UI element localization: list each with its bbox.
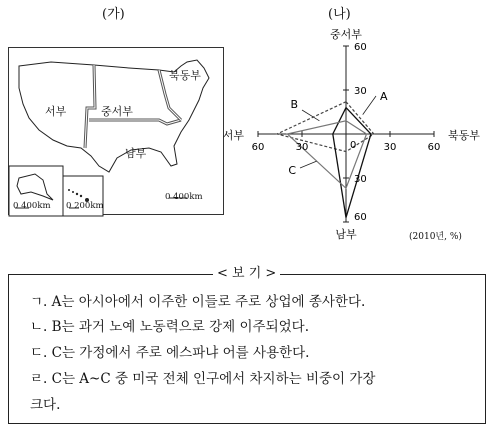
statement-3: ㄷ. C는 가정에서 주로 에스파냐 어를 사용한다.: [30, 345, 310, 361]
series-c-label: C: [288, 164, 296, 177]
tick-label-left-30: 30: [295, 142, 309, 153]
scale-label-main: 0 400km: [165, 192, 203, 202]
axis-label-south: 남부: [335, 228, 357, 241]
panel-label-na: (나): [328, 7, 351, 22]
series-a-leader: [363, 96, 376, 115]
tick-label-center: 0: [350, 140, 357, 151]
series-c-leader: [300, 161, 317, 168]
region-label-central-west: 중서부: [101, 105, 133, 118]
us-regions-map: [8, 47, 224, 215]
axis-label-west: 서부: [222, 129, 244, 142]
axis-label-central-west: 중서부: [330, 28, 362, 41]
region-label-west: 서부: [45, 105, 67, 118]
tick-label-right-30: 30: [383, 142, 397, 153]
scale-label-hawaii: 0 200km: [66, 201, 104, 211]
bogi-title: < 보 기 >: [213, 262, 280, 281]
series-b-label: B: [290, 98, 298, 111]
region-label-south: 남부: [125, 147, 147, 160]
tick-label-bottom-60: 60: [354, 212, 367, 223]
axis-label-northeast: 북동부: [448, 129, 480, 142]
statement-4: ㄹ. C는 A~C 중 미국 전체 인구에서 차지하는 비중이 가장: [30, 371, 376, 387]
tick-label-top-30: 30: [354, 86, 367, 97]
tick-label-top-60: 60: [354, 42, 367, 53]
statement-1: ㄱ. A는 아시아에서 이주한 이들로 주로 상업에 종사한다.: [30, 294, 366, 310]
radar-chart: [222, 28, 486, 245]
statement-5: 크다.: [30, 397, 61, 413]
tick-label-bottom-30: 30: [354, 174, 367, 185]
tick-label-right-60: 60: [427, 142, 441, 153]
tick-label-left-60: 60: [251, 142, 265, 153]
series-a-label: A: [380, 90, 388, 103]
panel-label-ga: (가): [102, 7, 125, 22]
region-label-northeast: 북동부: [169, 69, 201, 82]
scale-label-alaska: 0 400km: [13, 201, 51, 211]
statement-2: ㄴ. B는 과거 노예 노동력으로 강제 이주되었다.: [30, 319, 309, 335]
chart-note: (2010년, %): [409, 232, 462, 242]
